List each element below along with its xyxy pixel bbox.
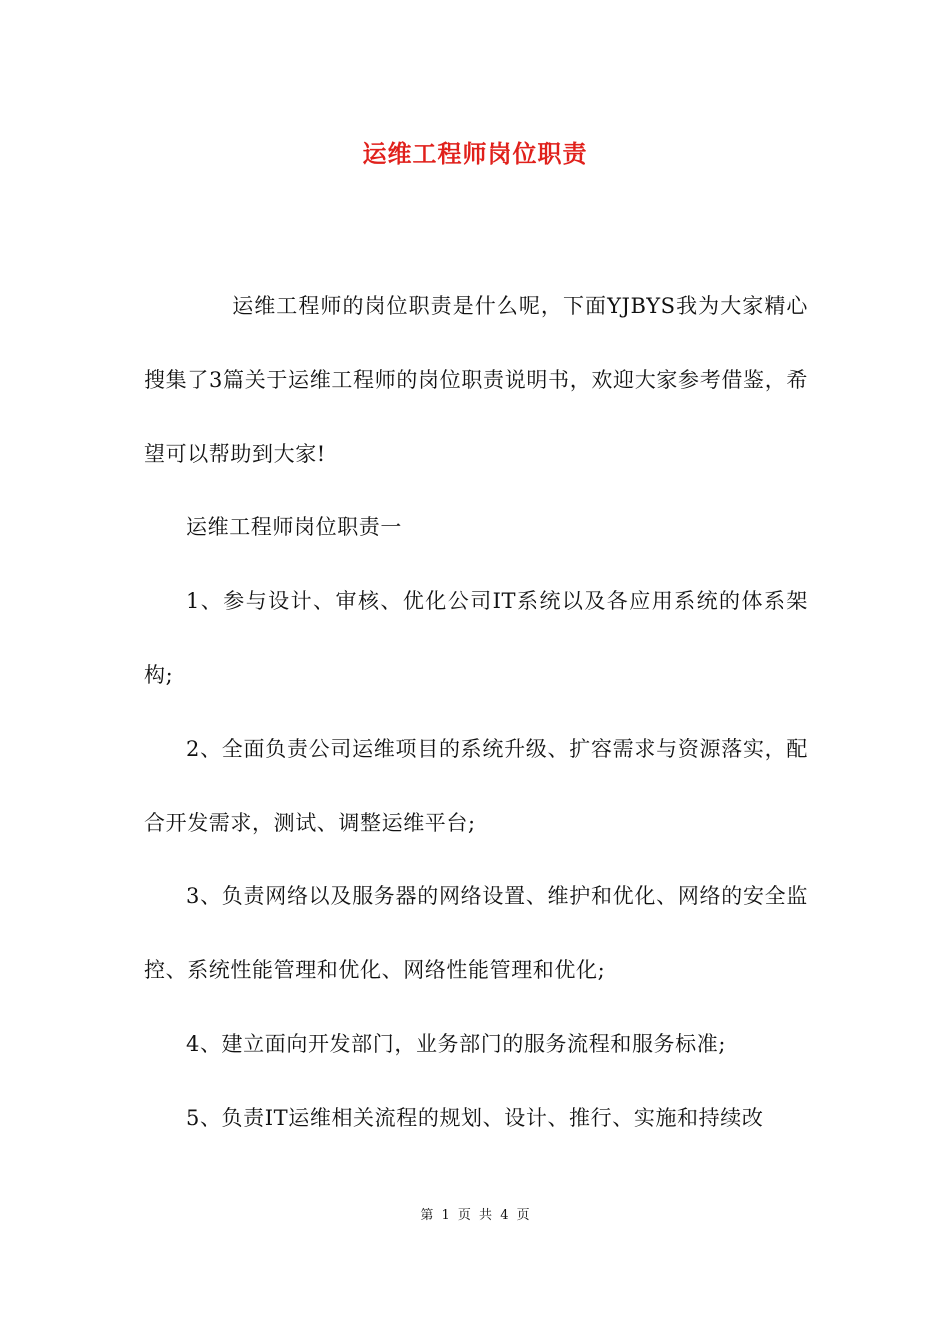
intro-paragraph: 运维工程师的岗位职责是什么呢，下面YJBYS我为大家精心搜集了3篇关于运维工程师的岗位职责说明书，欢迎大家参考借鉴，希望可以帮助到大家!: [144, 294, 808, 466]
duty-item-4: 4、建立面向开发部门，业务部门的服务流程和服务标准;: [186, 1031, 727, 1056]
duty-item-3: 3、负责网络以及服务器的网络设置、维护和优化、网络的安全监控、系统性能管理和优化、网络性能管理和优化;: [144, 884, 808, 983]
duty-item-2: 2、全面负责公司运维项目的系统升级、扩容需求与资源落实，配合开发需求，测试、调整运维平台;: [144, 736, 808, 835]
document-title: 运维工程师岗位职责: [362, 140, 588, 168]
duty-item-1: 1、参与设计、审核、优化公司IT系统以及各应用系统的体系架构;: [144, 589, 808, 687]
duty-item-5: 5、负责IT运维相关流程的规划、设计、推行、实施和持续改: [186, 1105, 764, 1130]
document-body: [144, 270, 808, 1156]
page-number-footer: 第 1 页 共 4 页: [420, 1208, 530, 1223]
section-heading: 运维工程师岗位职责一: [186, 515, 402, 540]
